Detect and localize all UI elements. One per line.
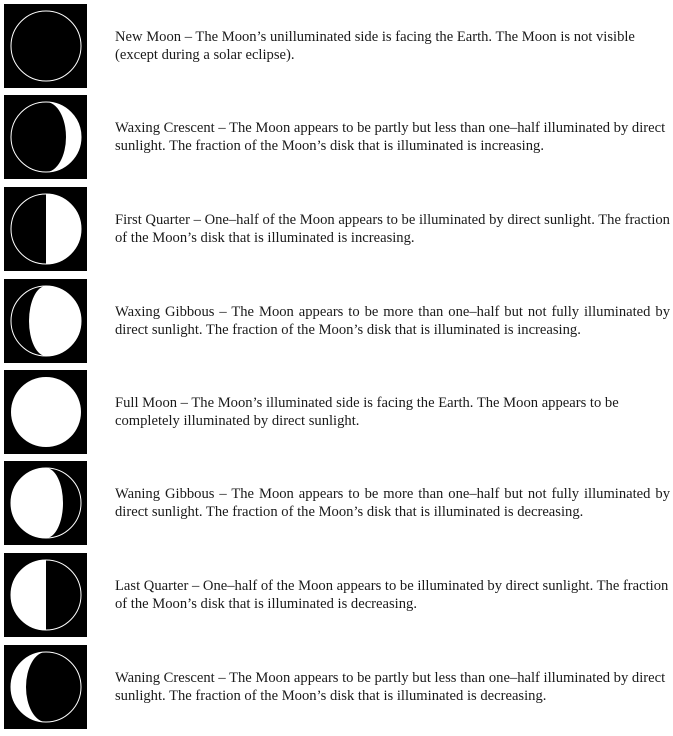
- phase-description: Waxing Crescent – The Moon appears to be partly but less than one–half illuminated by direct sunlight. The fraction of the Moon’s disk that is illuminated is increasing.: [115, 120, 666, 154]
- last-quarter-moon-icon: [4, 553, 87, 637]
- phase-row-new-moon: [0, 4, 673, 88]
- phase-text-full-moon: [115, 370, 670, 454]
- phase-text-waning-crescent: [115, 645, 670, 729]
- phase-description: Last Quarter – One–half of the Moon appears to be illuminated by direct sunlight. The fraction of the Moon’s disk that is illuminated is decreasing.: [115, 578, 669, 612]
- waxing-crescent-moon-icon: [4, 95, 87, 179]
- phase-row-waxing-crescent: [0, 95, 673, 179]
- phase-text-waxing-crescent: [115, 95, 670, 179]
- phase-row-waning-crescent: [0, 645, 673, 729]
- phase-description: Full Moon – The Moon’s illuminated side is facing the Earth. The Moon appears to be completely illuminated by direct sunlight.: [115, 395, 619, 429]
- first-quarter-moon-icon: [4, 187, 87, 271]
- full-moon-icon: [4, 370, 87, 454]
- phase-text-new-moon: [115, 4, 670, 88]
- phase-description: Waning Crescent – The Moon appears to be partly but less than one–half illuminated by direct sunlight. The fraction of the Moon’s disk that is illuminated is decreasing.: [115, 670, 666, 704]
- waxing-gibbous-moon-icon: [4, 279, 87, 363]
- phase-row-waning-gibbous: [0, 461, 673, 545]
- phase-text-waning-gibbous: [115, 461, 670, 545]
- phase-text-first-quarter: [115, 187, 670, 271]
- new-moon-icon: [4, 4, 87, 88]
- waning-crescent-moon-icon: [4, 645, 87, 729]
- phase-row-first-quarter: [0, 187, 673, 271]
- phase-description: Waxing Gibbous – The Moon appears to be more than one–half but not fully illuminated by direct sunlight. The fraction of the Moon’s disk that is illuminated is increasing.: [115, 304, 670, 338]
- phase-text-last-quarter: [115, 553, 670, 637]
- phase-description: New Moon – The Moon’s unilluminated side is facing the Earth. The Moon is not visible (except during a solar eclipse).: [115, 29, 635, 63]
- phase-row-last-quarter: [0, 553, 673, 637]
- phase-text-waxing-gibbous: [115, 279, 670, 363]
- waning-gibbous-moon-icon: [4, 461, 87, 545]
- phase-description: First Quarter – One–half of the Moon appears to be illuminated by direct sunlight. The fraction of the Moon’s disk that is illuminated is increasing.: [115, 212, 670, 246]
- phase-row-waxing-gibbous: [0, 279, 673, 363]
- phase-description: Waning Gibbous – The Moon appears to be more than one–half but not fully illuminated by direct sunlight. The fraction of the Moon’s disk that is illuminated is decreasing.: [115, 486, 670, 520]
- phase-row-full-moon: [0, 370, 673, 454]
